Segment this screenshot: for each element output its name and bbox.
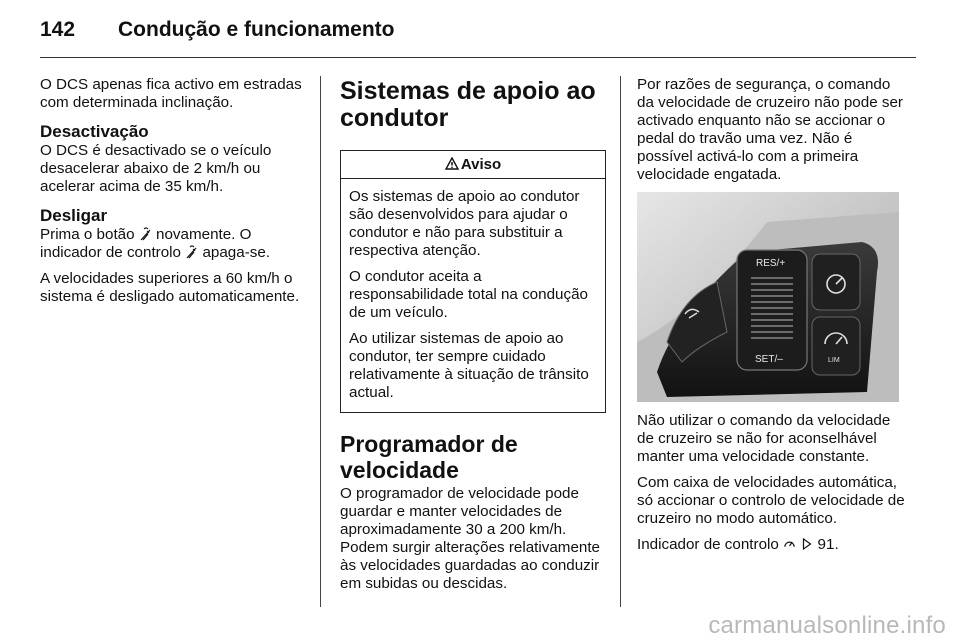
- cruise-control-icon: [783, 537, 796, 551]
- section-title-driver-assist: Sistemas de apoio ao condutor: [340, 77, 596, 132]
- column-left: [40, 76, 312, 314]
- page-header: [40, 18, 920, 48]
- steering-wheel-controls-photo: [637, 192, 899, 402]
- paragraph-automatic: Com caixa de velocidades automática, só accionar o controlo de velocidade de cruzeiro no modo automático.: [637, 474, 905, 527]
- paragraph-switch-off: Prima o botão novamente. O indicador de controlo apaga-se.: [40, 226, 271, 261]
- watermark: carmanualsonline.info: [708, 612, 946, 639]
- paragraph-deactivation: O DCS é desactivado se o veículo desacelerar abaixo de 2 km/h ou acelerar acima de 35 km/h.: [40, 142, 272, 195]
- warning-body: [341, 179, 605, 412]
- warning-box: [340, 150, 606, 413]
- page-title: Condução e funcionamento: [118, 18, 395, 41]
- warning-paragraph: Os sistemas de apoio ao condutor são desenvolvidos para ajudar o condutor e não para substituir a respectiva atenção.: [349, 188, 580, 259]
- paragraph-dcs-active: O DCS apenas fica activo em estradas com determinada inclinação.: [40, 76, 302, 111]
- warning-paragraph: O condutor aceita a responsabilidade total na condução de um veículo.: [349, 268, 588, 321]
- heading-switch-off: Desligar: [40, 206, 108, 225]
- warning-triangle-icon: [445, 157, 459, 170]
- page-number: 142: [40, 18, 76, 41]
- paragraph-cruise-control: O programador de velocidade pode guardar e manter velocidades de aproximadamente 30 a 200 km/h. Podem surgir alterações relativamente às velocidades guardadas ao conduzir em subidas ou descidas.: [340, 485, 600, 592]
- warning-label: Aviso: [460, 156, 502, 173]
- heading-deactivation: Desactivação: [40, 122, 149, 141]
- page-reference-arrow-icon: [800, 537, 813, 551]
- photo-label-lim: LIM: [828, 357, 840, 364]
- column-middle: [340, 76, 606, 601]
- paragraph-indicator: Indicador de controlo 91.: [637, 536, 839, 553]
- paragraph-safety: Por razões de segurança, o comando da velocidade de cruzeiro não pode ser activado enquanto não se accionar o pedal do travão uma vez. Não é possível activá-lo com a primeira velocidade engatada.: [637, 76, 903, 183]
- column-right: [637, 76, 905, 562]
- descent-control-icon: [185, 245, 198, 259]
- heading-cruise-control: Programador de velocidade: [340, 431, 518, 483]
- descent-control-icon: [139, 227, 152, 241]
- paragraph-constant-speed: Não utilizar o comando da velocidade de cruzeiro se não for aconselhável manter uma velocidade constante.: [637, 412, 891, 465]
- warning-paragraph: Ao utilizar sistemas de apoio ao condutor, ter sempre cuidado relativamente à situação de trânsito actual.: [349, 330, 589, 401]
- warning-header: [341, 151, 605, 179]
- header-rule: [40, 57, 916, 58]
- photo-label-res: RES/+: [756, 258, 786, 269]
- paragraph-auto-off: A velocidades superiores a 60 km/h o sistema é desligado automaticamente.: [40, 270, 300, 305]
- column-divider: [620, 76, 621, 607]
- column-divider: [320, 76, 321, 607]
- photo-label-set: SET/–: [755, 354, 783, 365]
